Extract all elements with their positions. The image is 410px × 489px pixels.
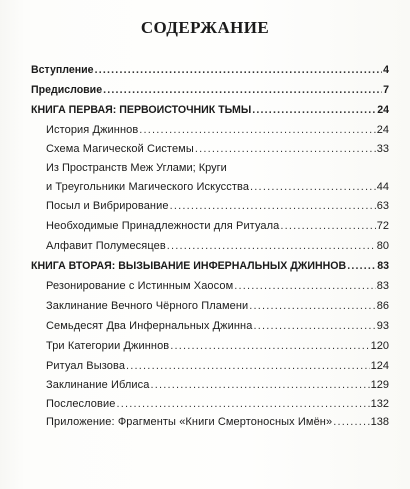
toc-entry [46,300,389,313]
dot-leader [234,280,376,293]
toc-page-number: 124 [370,360,389,372]
dot-leader [195,143,376,156]
toc-entry-label: Резонирование с Истинным Хаосом [46,280,234,292]
dot-leader [150,379,369,392]
toc-entry-label: КНИГА ПЕРВАЯ: ПЕРВОИСТОЧНИК ТЬМЫ [31,104,252,116]
toc-entry-label: Вступление [31,64,94,76]
dot-leader [280,220,375,233]
toc-page-number: 33 [376,143,389,155]
dot-leader [139,124,375,137]
toc-page-number: 120 [370,340,389,352]
toc-entry [46,340,389,353]
toc-entry-label: Три Категории Джиннов [46,340,170,352]
dot-leader [126,360,370,373]
dot-leader [116,398,369,411]
toc-page-number: 132 [370,398,389,410]
toc-entry-book-two [31,260,389,273]
toc-entry [46,124,389,137]
toc-entry-label: История Джиннов [46,124,139,136]
dot-leader [167,240,376,253]
toc-entry [46,181,389,194]
toc-entry-label: Приложение: Фрагменты «Книги Смертоносных Имён» [46,416,333,428]
dot-leader [95,64,383,77]
toc-entry-label: Послесловие [46,398,116,410]
dot-leader [253,320,375,333]
toc-entry-label: Алфавит Полумесяцев [46,240,166,252]
dot-leader [249,300,376,313]
toc-entry [46,416,389,429]
toc-entry [46,240,389,253]
toc-page-number: 24 [376,124,389,136]
toc-entry-label: и Треугольники Магического Искусства [46,181,250,193]
toc-page-number: 44 [376,181,389,193]
toc-page-number: 24 [377,104,389,116]
toc-entry-book-one [31,104,389,117]
toc-entry-label: Семьдесят Два Инфернальных Джинна [46,320,253,332]
toc-entry [46,379,389,392]
toc-entry [46,398,389,411]
dot-leader [333,416,369,429]
toc-entry-preface [31,84,389,97]
toc-page-number: 138 [370,416,389,428]
toc-entry [46,360,389,373]
toc-entry [46,280,389,293]
dot-leader [250,181,376,194]
toc-page-number: 7 [383,84,389,96]
toc-page-number: 4 [383,64,389,76]
dot-leader [103,84,382,97]
dot-leader [170,340,369,353]
toc-page-number: 93 [376,320,389,332]
toc-entry-label: Заклинание Вечного Чёрного Пламени [46,300,249,312]
toc-page-number: 63 [376,200,389,212]
toc-page-number: 129 [370,379,389,391]
toc-entry-label: Предисловие [31,84,103,96]
toc-entry-label: КНИГА ВТОРАЯ: ВЫЗЫВАНИЕ ИНФЕРНАЛЬНЫХ ДЖИННОВ [31,260,347,272]
toc-entry-label: Ритуал Вызова [46,360,126,372]
toc-entry [46,220,389,233]
toc-page-number: 72 [376,220,389,232]
toc-entry-label: Схема Магической Системы [46,143,194,155]
dot-leader [170,200,376,213]
toc-entry [46,200,389,213]
toc-entry-label: Заклинание Иблиса [46,379,150,391]
dot-leader [252,104,376,117]
toc-entry-intro [31,64,389,77]
dot-leader [347,260,376,273]
toc-entry-label: Необходимые Принадлежности для Ритуала [46,220,280,232]
page-title: СОДЕРЖАНИЕ [140,18,270,37]
toc-entry [46,320,389,333]
toc-page-number: 83 [376,280,389,292]
toc-entry-label: Посыл и Вибрирование [46,200,169,212]
toc-page-number: 83 [377,260,389,272]
toc-page-number: 80 [376,240,389,252]
toc-entry-label: Из Пространств Меж Углами; Круги [46,162,227,174]
toc-entry [46,143,389,156]
toc-page-number: 86 [376,300,389,312]
